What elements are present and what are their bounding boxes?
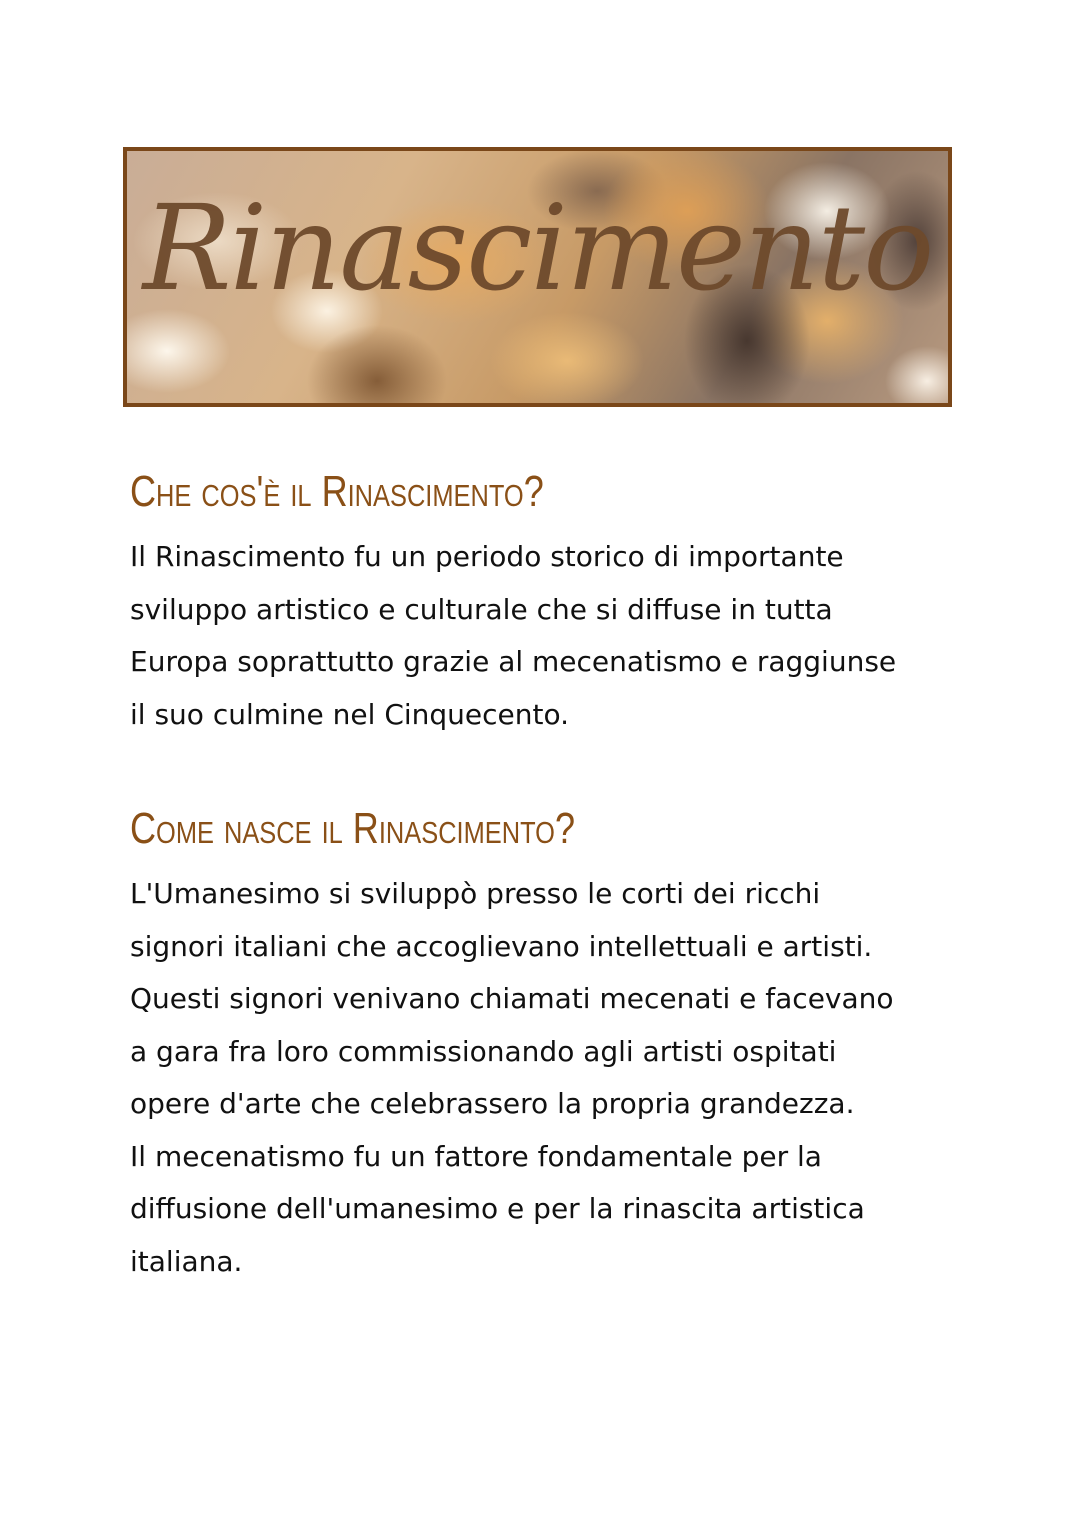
title-banner bbox=[123, 147, 952, 407]
body-line: sviluppo artistico e culturale che si diffuse in tutta bbox=[130, 592, 833, 626]
body-line: diffusione dell'umanesimo e per la rinascita artistica bbox=[130, 1192, 865, 1225]
body-line: Europa soprattutto grazie al mecenatismo e raggiunse bbox=[130, 645, 897, 678]
body-line: italiana. bbox=[130, 1244, 243, 1278]
banner-title: Rinascimento bbox=[142, 179, 933, 317]
body-line: Il mecenatismo fu un fattore fondamentale per la bbox=[130, 1139, 822, 1173]
section-body-origins bbox=[130, 868, 960, 1288]
body-line: il suo culmine nel Cinquecento. bbox=[130, 697, 570, 731]
section-heading-origins: Come nasce il Rinascimento? bbox=[130, 804, 576, 853]
body-line: Questi signori venivano chiamati mecenati e facevano bbox=[130, 982, 894, 1015]
body-line: L'Umanesimo si sviluppò presso le corti dei ricchi bbox=[130, 877, 821, 910]
body-line: opere d'arte che celebrassero la propria grandezza. bbox=[130, 1087, 855, 1120]
section-heading-what-is: Che cos'è il Rinascimento? bbox=[130, 467, 544, 516]
body-line: a gara fra loro commissionando agli artisti ospitati bbox=[130, 1034, 837, 1068]
body-line: signori italiani che accoglievano intellettuali e artisti. bbox=[130, 929, 873, 963]
body-line: Il Rinascimento fu un periodo storico di importante bbox=[130, 540, 844, 573]
section-body-what-is bbox=[130, 531, 960, 741]
